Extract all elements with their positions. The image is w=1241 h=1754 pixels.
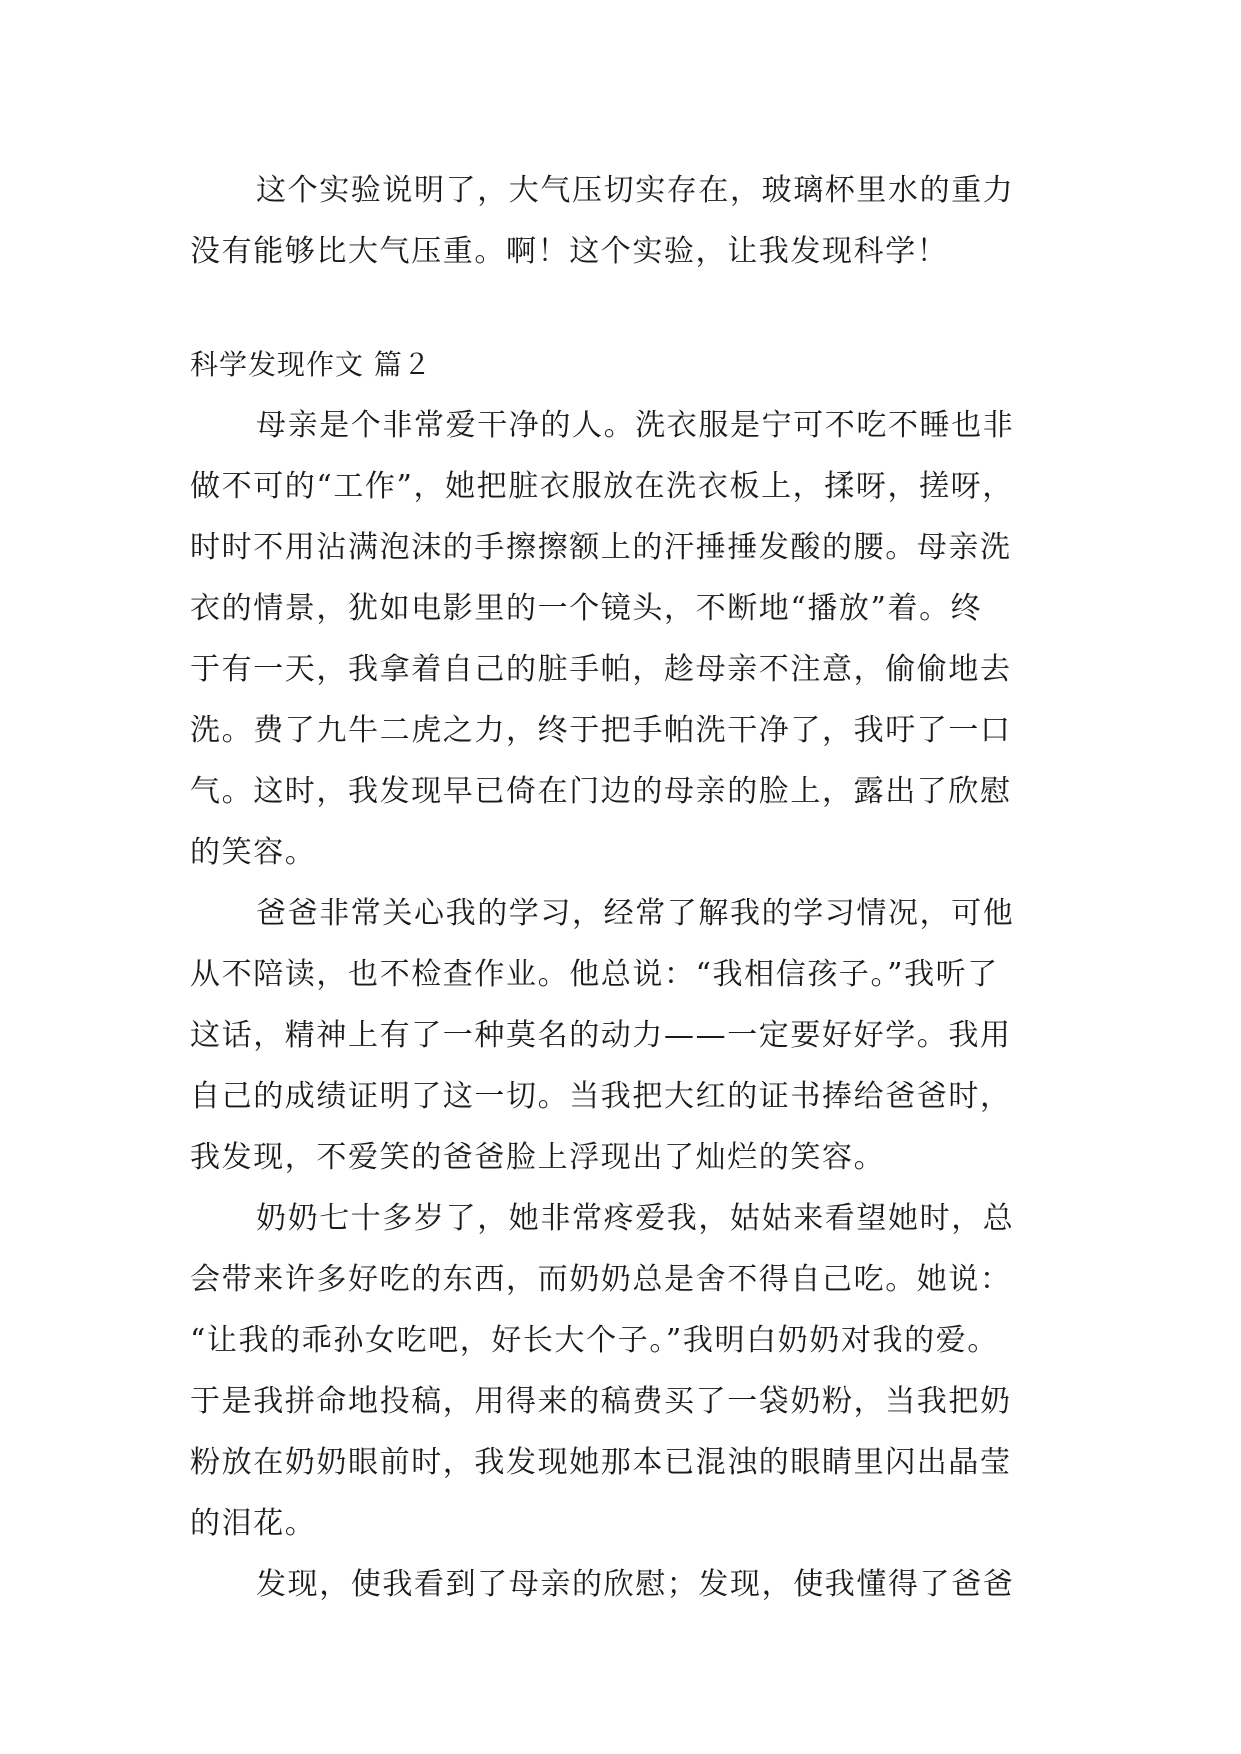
text-line: 我发现，不爱笑的爸爸脸上浮现出了灿烂的笑容。 — [190, 1140, 886, 1175]
document-page — [190, 160, 1052, 1615]
text-line: 做不可的“工作”，她把脏衣服放在洗衣板上，揉呀，搓呀， — [190, 469, 1014, 504]
text-line: 自己的成绩证明了这一切。当我把大红的证书捧给爸爸时， — [190, 1079, 1012, 1114]
text-line: 这话，精神上有了一种莫名的动力——一定要好好学。我用 — [190, 1018, 1012, 1053]
text-line: 时时不用沾满泡沫的手擦擦额上的汗捶捶发酸的腰。母亲洗 — [190, 530, 1012, 565]
text-line: 这个实验说明了，大气压切实存在，玻璃杯里水的重力 — [256, 173, 1015, 208]
text-line: 衣的情景，犹如电影里的一个镜头，不断地“播放”着。终 — [190, 591, 983, 626]
text-line: 发现，使我看到了母亲的欣慰；发现，使我懂得了爸爸 — [256, 1567, 1015, 1602]
paragraph-mother — [190, 395, 1052, 883]
text-line: 从不陪读，也不检查作业。他总说：“我相信孩子。”我听了 — [190, 957, 999, 992]
text-line: 于是我拼命地投稿，用得来的稿费买了一袋奶粉，当我把奶 — [190, 1384, 1012, 1419]
text-line: 奶奶七十多岁了，她非常疼爱我，姑姑来看望她时，总 — [256, 1201, 1015, 1236]
text-line: 粉放在奶奶眼前时，我发现她那本已混浊的眼睛里闪出晶莹 — [190, 1445, 1012, 1480]
text-line: 洗。费了九牛二虎之力，终于把手帕洗干净了，我吁了一口 — [190, 713, 1012, 748]
text-line: 的泪花。 — [190, 1506, 317, 1541]
section-spacer — [190, 282, 1052, 334]
section-title: 科学发现作文 篇２ — [190, 348, 432, 381]
paragraph-conclusion — [190, 1554, 1052, 1615]
text-line: 的笑容。 — [190, 835, 317, 870]
paragraph-father — [190, 883, 1052, 1188]
text-line: 爸爸非常关心我的学习，经常了解我的学习情况，可他 — [256, 896, 1015, 931]
text-line: “让我的乖孙女吃吧，好长大个子。”我明白奶奶对我的爱。 — [190, 1323, 999, 1358]
text-line: 会带来许多好吃的东西，而奶奶总是舍不得自己吃。她说： — [190, 1262, 1012, 1297]
text-line: 母亲是个非常爱干净的人。洗衣服是宁可不吃不睡也非 — [256, 408, 1015, 443]
paragraph-intro — [190, 160, 1052, 282]
paragraph-grandmother — [190, 1188, 1052, 1554]
text-line: 没有能够比大气压重。啊！这个实验，让我发现科学！ — [190, 234, 949, 269]
text-line: 于有一天，我拿着自己的脏手帕，趁母亲不注意，偷偷地去 — [190, 652, 1012, 687]
text-line: 气。这时，我发现早已倚在门边的母亲的脸上，露出了欣慰 — [190, 774, 1012, 809]
